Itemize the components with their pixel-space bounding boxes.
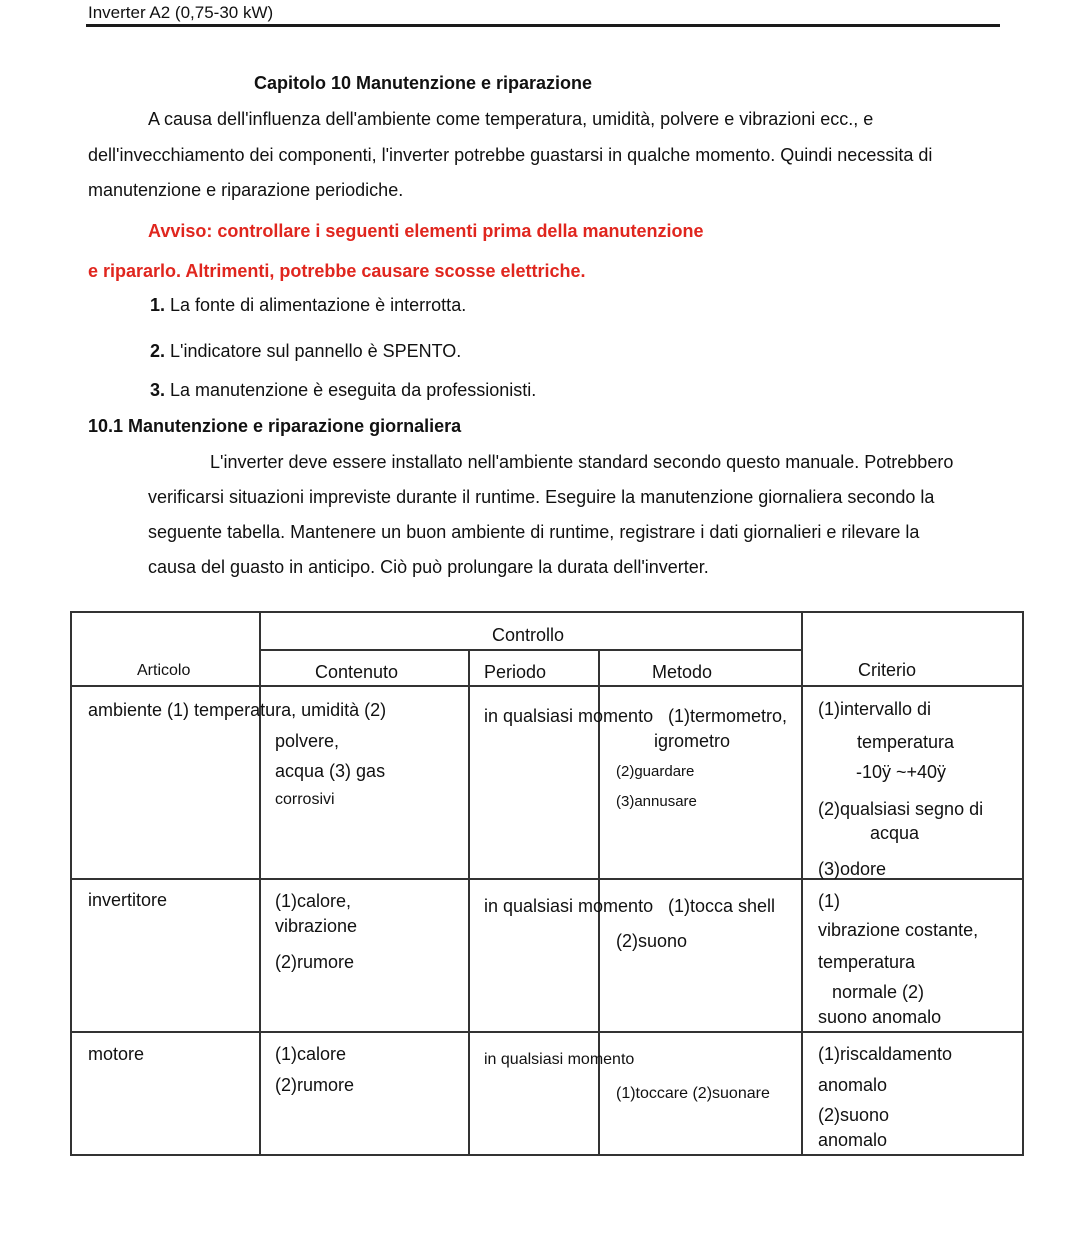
warning-line-1: Avviso: controllare i seguenti elementi prima della manutenzione bbox=[148, 221, 704, 241]
warning-line-2: e ripararlo. Altrimenti, potrebbe causare scosse elettriche. bbox=[88, 261, 586, 281]
row1-metodo: (2)guardare bbox=[616, 763, 695, 780]
row1-criterio: acqua bbox=[870, 823, 920, 843]
list-number: 2. bbox=[150, 341, 166, 361]
row3-metodo: (1)toccare (2)suonare bbox=[616, 1085, 770, 1102]
table-divider bbox=[72, 1031, 1024, 1033]
list-text: L'indicatore sul pannello è SPENTO. bbox=[165, 341, 462, 361]
row2-contenuto: (1)calore, bbox=[275, 891, 352, 911]
row1-articolo: ambiente (1) temperatura, umidità (2) bbox=[88, 700, 387, 720]
header-contenuto: Contenuto bbox=[315, 662, 399, 682]
row3-criterio: anomalo bbox=[818, 1130, 888, 1150]
table-divider bbox=[801, 613, 803, 1156]
intro-line-3: manutenzione e riparazione periodiche. bbox=[88, 180, 404, 200]
header-criterio: Criterio bbox=[858, 660, 917, 680]
header-articolo: Articolo bbox=[137, 662, 191, 679]
row2-articolo: invertitore bbox=[88, 890, 168, 910]
row1-criterio: (3)odore bbox=[818, 859, 887, 879]
list-text: La manutenzione è eseguita da professionisti. bbox=[165, 380, 537, 400]
row1-criterio: (1)intervallo di bbox=[818, 699, 932, 719]
row1-metodo: (1)termometro, bbox=[668, 706, 788, 726]
list-text: La fonte di alimentazione è interrotta. bbox=[165, 295, 467, 315]
document-header: Inverter A2 (0,75-30 kW) bbox=[88, 3, 274, 22]
row1-criterio: -10ÿ ~+40ÿ bbox=[856, 762, 947, 782]
row3-criterio: anomalo bbox=[818, 1075, 888, 1095]
row1-criterio: temperatura bbox=[857, 732, 955, 752]
row2-criterio: temperatura bbox=[818, 952, 916, 972]
list-number: 1. bbox=[150, 295, 166, 315]
row2-criterio: normale (2) bbox=[832, 982, 925, 1002]
row3-criterio: (2)suono bbox=[818, 1105, 890, 1125]
maintenance-table bbox=[70, 611, 1024, 1156]
row2-criterio: suono anomalo bbox=[818, 1007, 942, 1027]
row1-criterio: (2)qualsiasi segno di bbox=[818, 799, 984, 819]
list-number: 3. bbox=[150, 380, 166, 400]
table-divider bbox=[259, 613, 261, 1156]
header-controllo: Controllo bbox=[492, 625, 565, 645]
list-item bbox=[150, 295, 466, 316]
row1-periodo: in qualsiasi momento bbox=[484, 706, 654, 726]
intro-line-1: A causa dell'influenza dell'ambiente come temperatura, umidità, polvere e vibrazioni ecc., e bbox=[148, 109, 874, 129]
row2-criterio: (1) bbox=[818, 891, 840, 911]
section-title: 10.1 Manutenzione e riparazione giornaliera bbox=[88, 416, 462, 436]
section-line-1: L'inverter deve essere installato nell'ambiente standard secondo questo manuale. Potrebbero bbox=[210, 452, 954, 472]
section-line-4: causa del guasto in anticipo. Ciò può prolungare la durata dell'inverter. bbox=[148, 557, 709, 577]
row2-contenuto: vibrazione bbox=[275, 916, 358, 936]
list-item bbox=[150, 380, 536, 401]
table-divider bbox=[468, 650, 470, 1156]
row1-contenuto: polvere, bbox=[275, 731, 340, 751]
intro-line-2: dell'invecchiamento dei componenti, l'inverter potrebbe guastarsi in qualche momento. Quindi necessita di bbox=[88, 145, 933, 165]
row2-criterio: vibrazione costante, bbox=[818, 920, 979, 940]
row1-metodo: igrometro bbox=[654, 731, 731, 751]
row2-metodo: (1)tocca shell bbox=[668, 896, 776, 916]
row3-periodo: in qualsiasi momento bbox=[484, 1051, 635, 1068]
row3-contenuto: (2)rumore bbox=[275, 1075, 355, 1095]
header-metodo: Metodo bbox=[652, 662, 713, 682]
header-rule bbox=[86, 24, 1000, 27]
header-periodo: Periodo bbox=[484, 662, 547, 682]
table-divider bbox=[259, 649, 803, 651]
row1-contenuto: corrosivi bbox=[275, 791, 335, 808]
list-item bbox=[150, 341, 461, 362]
row2-contenuto: (2)rumore bbox=[275, 952, 355, 972]
section-line-3: seguente tabella. Mantenere un buon ambiente di runtime, registrare i dati giornalieri e rilevare la bbox=[148, 522, 920, 542]
chapter-title: Capitolo 10 Manutenzione e riparazione bbox=[254, 73, 593, 93]
table-divider bbox=[72, 685, 1024, 687]
row2-periodo: in qualsiasi momento bbox=[484, 896, 654, 916]
row1-metodo: (3)annusare bbox=[616, 793, 697, 810]
row2-metodo: (2)suono bbox=[616, 931, 688, 951]
section-line-2: verificarsi situazioni impreviste durante il runtime. Eseguire la manutenzione giornaliera secondo la bbox=[148, 487, 935, 507]
row1-contenuto: acqua (3) gas bbox=[275, 761, 386, 781]
row3-contenuto: (1)calore bbox=[275, 1044, 347, 1064]
row3-articolo: motore bbox=[88, 1044, 145, 1064]
row3-criterio: (1)riscaldamento bbox=[818, 1044, 953, 1064]
